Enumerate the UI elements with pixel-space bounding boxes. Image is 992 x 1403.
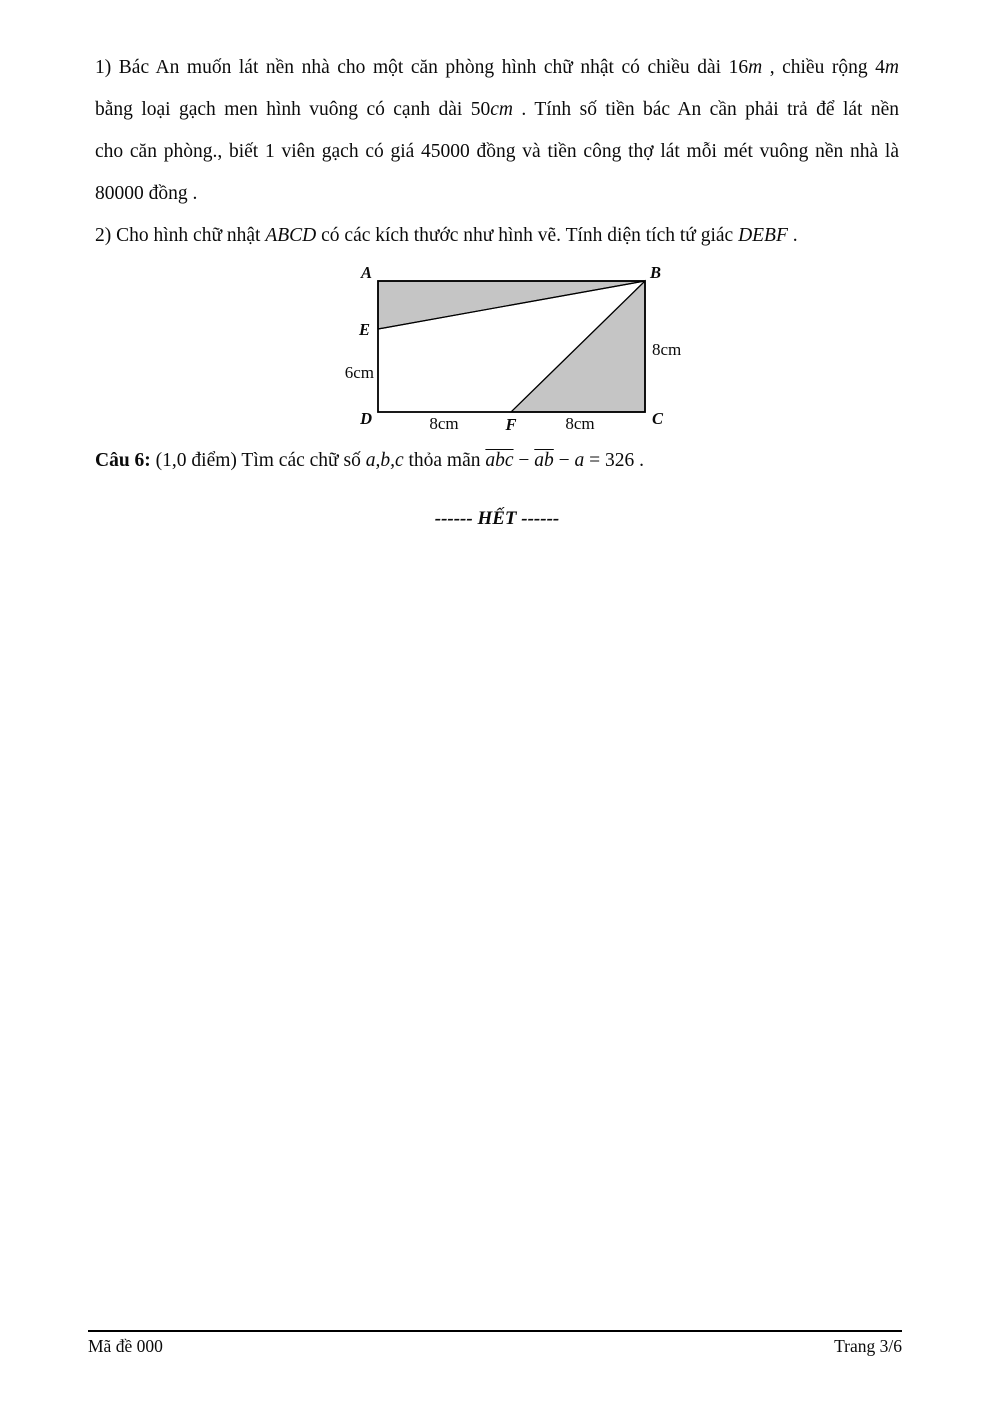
- figure-svg: [318, 265, 718, 440]
- problem1-line2: bằng loại gạch men hình vuông có cạnh dài 50cm . Tính số tiền bác An cần phải trả để lát nền: [95, 99, 900, 120]
- vertex-label-f: F: [505, 415, 517, 434]
- footer-page-number: Trang 3/6: [834, 1336, 902, 1356]
- question-6-text: Câu 6: (1,0 điểm) Tìm các chữ số a,b,c thỏa mãn $\overline{abc} - \overline{ab} - a = 326$ .: [95, 450, 645, 471]
- vertex-label-e: E: [358, 320, 370, 339]
- dimension-bottom-left-8cm: 8cm: [429, 414, 459, 433]
- geometry-figure: [318, 265, 718, 440]
- vertex-label-a: A: [360, 265, 372, 282]
- vertex-label-c: C: [652, 409, 664, 428]
- page-footer: [88, 1330, 902, 1357]
- vertex-label-b: B: [650, 265, 662, 282]
- vertex-label-d: D: [360, 409, 372, 428]
- document-content: [95, 47, 899, 534]
- problem1-line1: 1) Bác An muốn lát nền nhà cho một căn phòng hình chữ nhật có chiều dài 16m , chiều rộng 4m: [95, 57, 899, 78]
- problem1-line4: 80000 đồng .: [95, 183, 198, 204]
- end-marker: ------ HẾT ------: [434, 508, 560, 529]
- footer-row: [88, 1332, 902, 1357]
- problem1-line3: cho căn phòng., biết 1 viên gạch có giá 45000 đồng và tiền công thợ lát mỗi mét vuông nền nhà là: [95, 141, 899, 162]
- footer-exam-code: Mã đề 000: [88, 1336, 163, 1356]
- dimension-left-6cm: 6cm: [344, 363, 374, 382]
- dimension-bottom-right-8cm: 8cm: [565, 414, 595, 433]
- dimension-right-8cm: 8cm: [652, 340, 682, 359]
- problem2-text: 2) Cho hình chữ nhật ABCD có các kích thước như hình vẽ. Tính diện tích tứ giác DEBF .: [95, 225, 798, 246]
